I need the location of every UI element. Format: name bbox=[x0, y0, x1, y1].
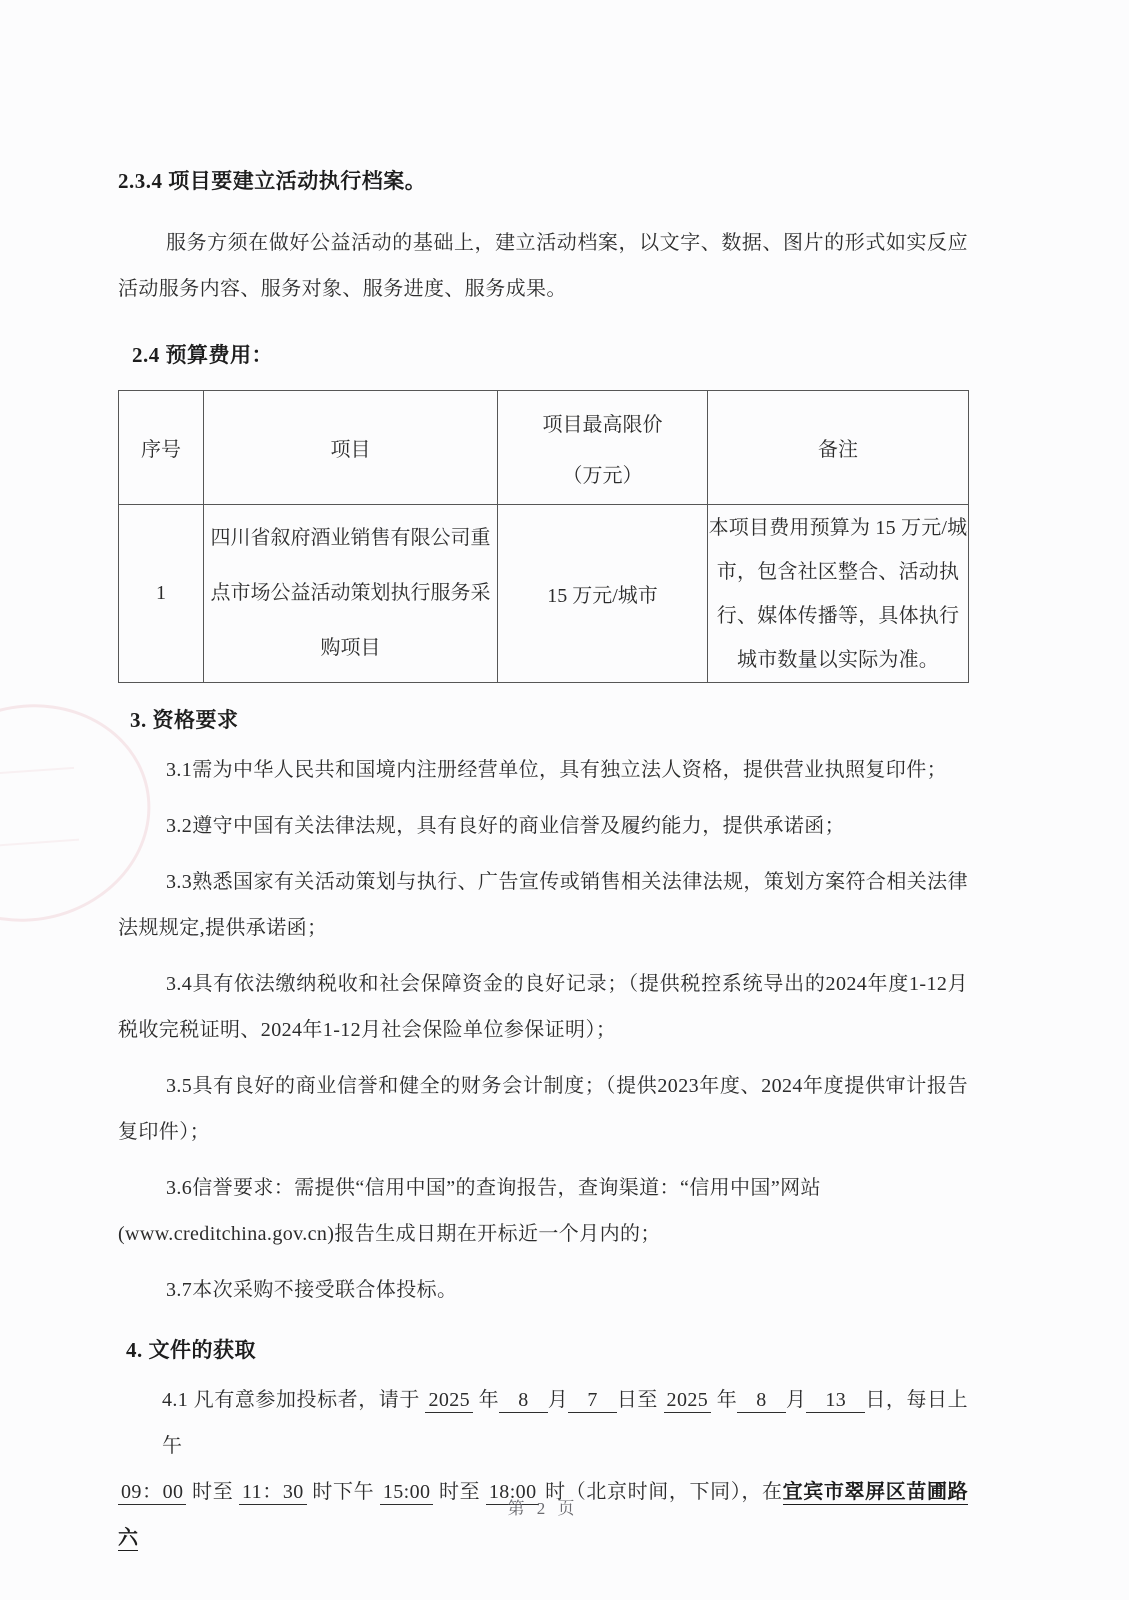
budget-table bbox=[118, 390, 969, 683]
item-3-6-line1: 3.6信誉要求：需提供“信用中国”的查询报告，查询渠道：“信用中国”网站 bbox=[166, 1177, 821, 1199]
p41-end-day-blank: 13 bbox=[806, 1389, 865, 1413]
item-3-6 bbox=[118, 1165, 968, 1257]
p41-start-day-blank: 7 bbox=[568, 1389, 616, 1413]
col-header-price-line1: 项目最高限价 bbox=[542, 413, 663, 436]
p41-sep: 时下午 bbox=[306, 1481, 380, 1503]
heading-2-3-4: 2.3.4 项目要建立活动执行档案。 bbox=[118, 169, 427, 193]
paragraph-4-1-line1 bbox=[118, 1377, 968, 1469]
item-3-7: 3.7本次采购不接受联合体投标。 bbox=[166, 1279, 458, 1301]
paragraph-2-3-4: 服务方须在做好公益活动的基础上，建立活动档案，以文字、数据、图片的形式如实反应活动服务内容、服务对象、服务进度、服务成果。 bbox=[118, 232, 968, 300]
p41-sep: 月 bbox=[785, 1389, 807, 1411]
p41-sep: 日至 bbox=[616, 1389, 664, 1411]
budget-table-header-row bbox=[119, 391, 969, 505]
p41-afternoon-end-time: 18:00 bbox=[486, 1481, 540, 1505]
cell-price-limit: 15 万元/城市 bbox=[498, 505, 708, 683]
cell-index: 1 bbox=[119, 505, 204, 683]
heading-2-4: 2.4 预算费用： bbox=[132, 343, 273, 367]
cell-remark: 本项目费用预算为 15 万元/城市，包含社区整合、活动执行、媒体传播等，具体执行城市数量以实际为准。 bbox=[708, 505, 969, 683]
p41-sep: 日，每日上午 bbox=[162, 1389, 969, 1457]
p41-sep: 时（北京时间，下同），在 bbox=[539, 1481, 783, 1503]
p41-sep: 年 bbox=[473, 1389, 500, 1411]
p41-sep: 时至 bbox=[186, 1481, 239, 1503]
heading-4: 4. 文件的获取 bbox=[126, 1338, 256, 1362]
col-header-index: 序号 bbox=[119, 391, 204, 505]
item-3-5: 3.5具有良好的商业信誉和健全的财务会计制度；（提供2023年度、2024年度提供审计报告复印件）； bbox=[118, 1075, 968, 1143]
page-number-footer: 第 2 页 bbox=[507, 1499, 579, 1518]
p41-morning-end-time: 11：30 bbox=[239, 1481, 307, 1505]
p41-morning-start-time: 09：00 bbox=[118, 1481, 186, 1505]
p41-end-year-blank: 2025 bbox=[664, 1389, 712, 1413]
item-3-2: 3.2遵守中国有关法律法规，具有良好的商业信誉及履约能力，提供承诺函； bbox=[166, 815, 845, 837]
p41-address-text: 宜宾市翠屏区苗圃路六 bbox=[118, 1481, 969, 1549]
p41-end-month-blank: 8 bbox=[737, 1389, 785, 1413]
p41-sep: 年 bbox=[711, 1389, 738, 1411]
p41-start-month-blank: 8 bbox=[499, 1389, 547, 1413]
item-3-1: 3.1需为中华人民共和国境内注册经营单位，具有独立法人资格，提供营业执照复印件； bbox=[166, 759, 947, 781]
item-3-3: 3.3熟悉国家有关活动策划与执行、广告宣传或销售相关法律法规，策划方案符合相关法律法规规定,提供承诺函； bbox=[118, 871, 968, 939]
p41-lead-text: 4.1 凡有意参加投标者，请于 bbox=[162, 1389, 426, 1411]
col-header-remark: 备注 bbox=[708, 391, 969, 505]
col-header-price bbox=[498, 391, 708, 505]
col-header-project: 项目 bbox=[204, 391, 498, 505]
heading-3: 3. 资格要求 bbox=[130, 708, 239, 732]
col-header-price-line2: （万元） bbox=[562, 464, 643, 487]
item-3-6-line2: (www.creditchina.gov.cn)报告生成日期在开标近一个月内的； bbox=[118, 1223, 661, 1245]
p41-start-year-blank: 2025 bbox=[425, 1389, 473, 1413]
p41-sep: 月 bbox=[547, 1389, 569, 1411]
p41-sep: 时至 bbox=[433, 1481, 486, 1503]
budget-table-data-row bbox=[119, 505, 969, 683]
p41-afternoon-start-time: 15:00 bbox=[380, 1481, 434, 1505]
cell-project-name: 四川省叙府酒业销售有限公司重点市场公益活动策划执行服务采购项目 bbox=[204, 505, 498, 683]
item-3-4: 3.4具有依法缴纳税收和社会保障资金的良好记录；（提供税控系统导出的2024年度1-12月税收完税证明、2024年1-12月社会保险单位参保证明）； bbox=[118, 973, 968, 1041]
